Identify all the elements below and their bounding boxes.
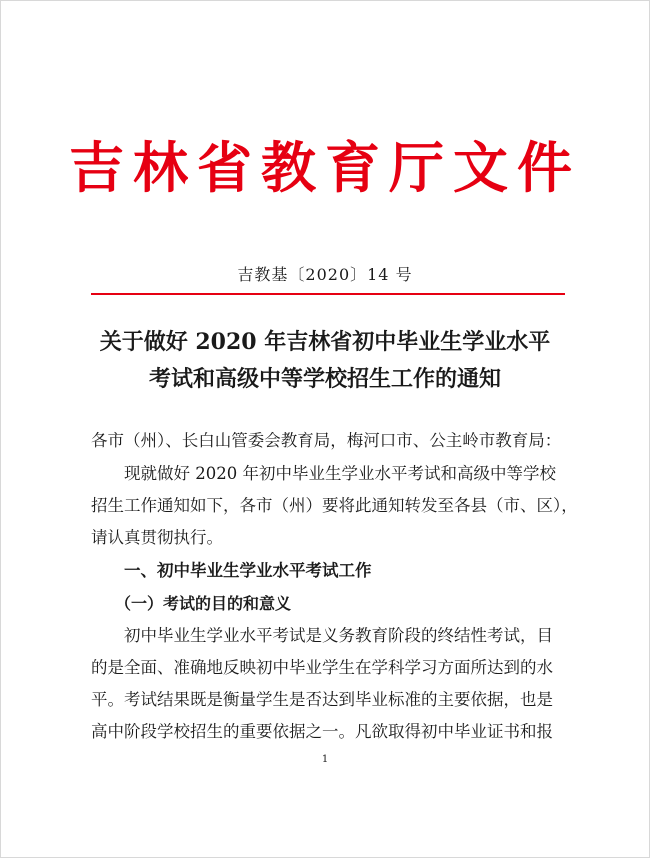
document-number: 吉教基〔2020〕14 号: [237, 265, 413, 284]
intro-line-1: 现就做好 2020 年初中毕业生学业水平考试和高级中等学校: [91, 464, 556, 483]
subsection-heading-1: （一）考试的目的和意义: [91, 594, 292, 613]
red-divider-line: [91, 293, 565, 295]
recipients-line: 各市（州）、长白山管委会教育局，梅河口市、公主岭市教育局：: [91, 431, 562, 450]
paragraph-line-1: 初中毕业生学业水平考试是义务教育阶段的终结性考试，目: [91, 626, 553, 645]
page-number: 1: [321, 754, 329, 765]
section-heading-1: 一、初中毕业生学业水平考试工作: [91, 561, 372, 580]
document-title-line-2: 考试和高级中等学校招生工作的通知: [148, 366, 501, 392]
intro-line-3: 请认真贯彻执行。: [91, 528, 223, 547]
paragraph-line-2: 的是全面、准确地反映初中毕业学生在学科学习方面所达到的水: [91, 658, 553, 677]
issuing-authority-header: 吉林省教育厅文件: [68, 135, 581, 200]
intro-line-2: 招生工作通知如下，各市（州）要将此通知转发至各县（市、区），: [91, 496, 578, 515]
paragraph-line-3: 平。考试结果既是衡量学生是否达到毕业标准的主要依据，也是: [91, 690, 553, 709]
document-title-line-1: 关于做好 2020 年吉林省初中毕业生学业水平: [99, 329, 551, 355]
paragraph-line-4: 高中阶段学校招生的重要依据之一。凡欲取得初中毕业证书和报: [91, 722, 553, 741]
